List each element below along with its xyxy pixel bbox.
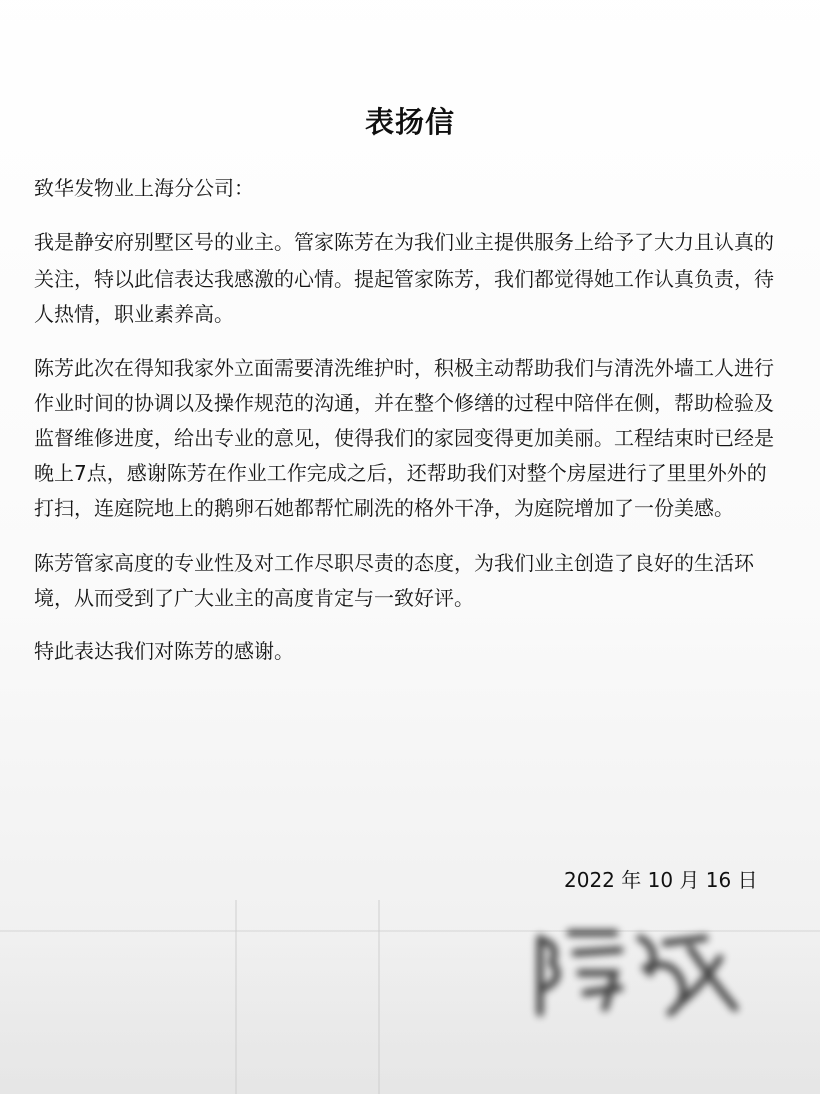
letter-salutation: 致华发物业上海分公司： — [34, 176, 254, 200]
paragraph-1-rest: 号的业主。管家陈芳在为我们业主提供服务上给予了大力且认真的关注，特以此信表达我感激的心情。提起管家陈芳，我们都觉得她工作认真负责，待人热情，职业素养高。 — [34, 230, 774, 326]
paragraph-3: 陈芳管家高度的专业性及对工作尽职尽责的态度，为我们业主创造了良好的生活环境，从而受到了广大业主的高度肯定与一致好评。 — [34, 551, 754, 610]
paragraph-2: 陈芳此次在得知我家外立面需要清洗维护时，积极主动帮助我们与清洗外墙工人进行作业时间的协调以及操作规范的沟通，并在整个修缮的过程中陪伴在侧，帮助检验及监督维修进度，给出专业的意见，使得我们的家园变得更加美丽。工程结束时已经是晚上7点，感谢陈芳在作业工作完成之后，还帮助我们对整个房屋进行了里里外外的打扫，连庭院地上的鹅卵石她都帮忙刷洗的格外干净，为庭院增加了一份美感。 — [34, 356, 774, 520]
paragraph-1-start: 我是静安府别墅区 — [34, 230, 194, 254]
signature-icon — [520, 918, 750, 1028]
paper-fold-line — [235, 900, 237, 1094]
paragraph-4: 特此表达我们对陈芳的感谢。 — [34, 639, 294, 663]
letter-date: 2022 年 10 月 16 日 — [564, 868, 758, 892]
letter-title: 表扬信 — [364, 105, 455, 139]
paragraph-1 — [34, 225, 784, 332]
paper-fold-line — [378, 900, 380, 1094]
